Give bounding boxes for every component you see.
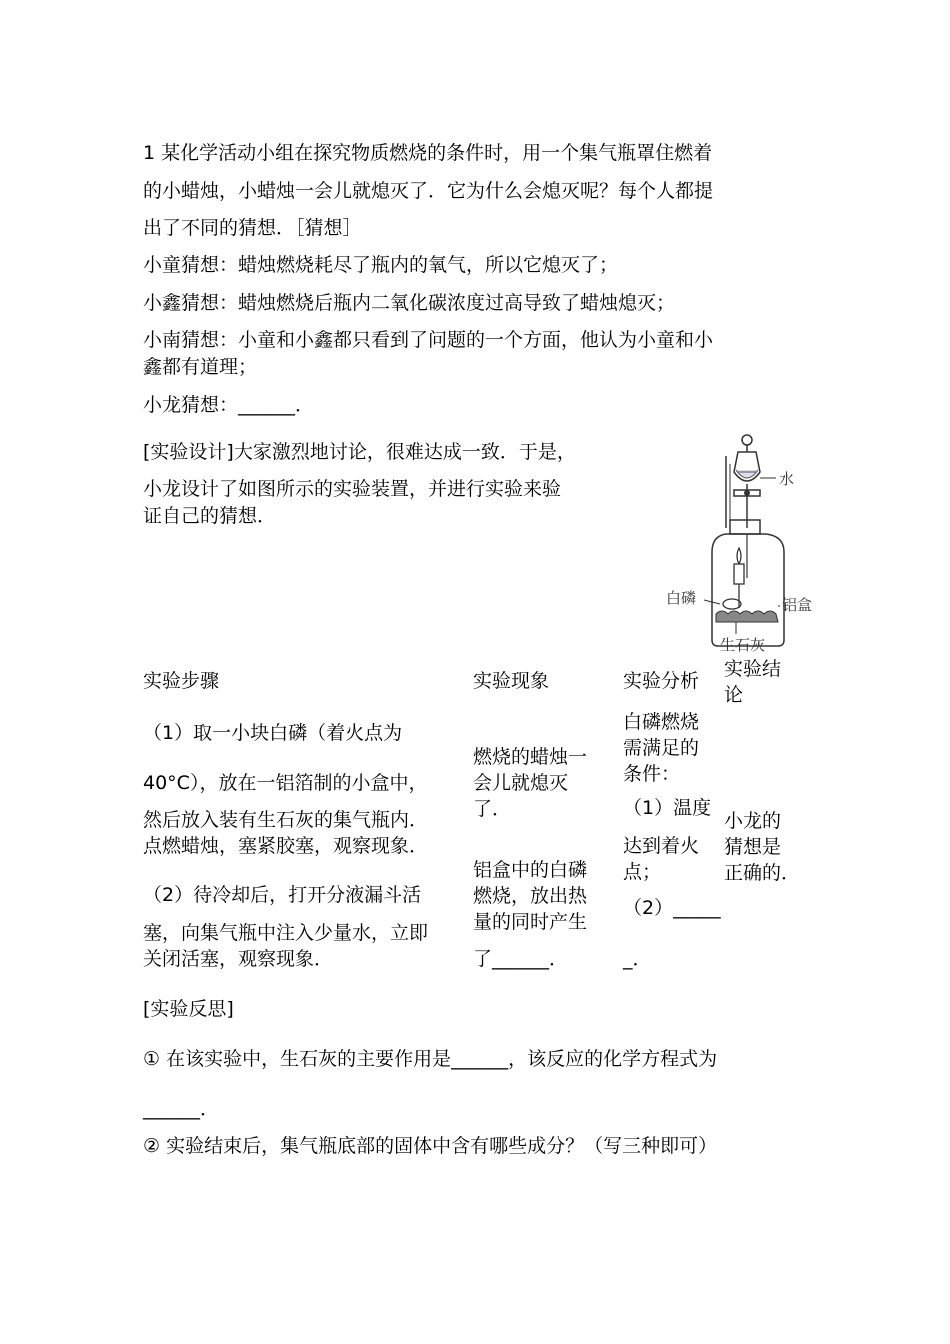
step2-line-1: （2）待冷却后，打开分液漏斗活	[143, 884, 422, 906]
concl-line-1: 小龙的	[724, 810, 782, 832]
question-line-1	[143, 138, 712, 165]
anal-line-6: 点；	[623, 861, 662, 883]
anal-line-7: （2）_____	[623, 897, 721, 919]
step1-line-3: 然后放入装有生石灰的集气瓶内．	[143, 809, 429, 831]
step2-line-2: 塞，向集气瓶中注入少量水，立即	[143, 922, 429, 944]
phen2-line-2: 燃烧，放出热	[473, 885, 588, 907]
guess-long: 小龙猜想：______．	[143, 394, 315, 416]
anal-line-5: 达到着火	[623, 835, 700, 857]
guess-nan-line-1: 小南猜想：小童和小鑫都只看到了问题的一个方面，他认为小童和小	[143, 329, 714, 351]
step2-line-3: 关闭活塞，观察现象．	[143, 948, 334, 970]
anal-line-1: 白磷燃烧	[623, 711, 700, 733]
question-line-2: 的小蜡烛，小蜡烛一会儿就熄灭了．它为什么会熄灭呢？每个人都提	[143, 180, 714, 202]
phen1-line-2: 会儿就熄灭	[473, 772, 569, 794]
phen2-line-4: 了______．	[473, 948, 569, 970]
apparatus-figure	[660, 428, 830, 658]
question-line-3: 出了不同的猜想．［猜想］	[143, 217, 362, 239]
label-quicklime: 生石灰	[720, 636, 766, 654]
phen1-line-1: 燃烧的蜡烛一	[473, 746, 588, 768]
design-line-1: [实验设计]大家激烈地讨论，很难达成一致．于是，	[143, 441, 576, 463]
reflection-title: [实验反思]	[143, 998, 234, 1020]
guess-xin: 小鑫猜想：蜡烛燃烧后瓶内二氧化碳浓度过高导致了蜡烛熄灭；	[143, 292, 676, 314]
phen2-line-1: 铝盒中的白磷	[473, 859, 588, 881]
phen2-line-3: 量的同时产生	[473, 911, 588, 933]
reflection-q2: ② 实验结束后，集气瓶底部的固体中含有哪些成分？（写三种即可）	[143, 1135, 718, 1157]
header-conclusion-2: 论	[724, 684, 744, 706]
anal-line-3: 条件：	[623, 763, 681, 785]
design-line-2: 小龙设计了如图所示的实验装置，并进行实验来验	[143, 478, 562, 500]
header-steps: 实验步骤	[143, 670, 220, 692]
step1-line-4: 点燃蜡烛，塞紧胶塞，观察现象．	[143, 835, 429, 857]
design-line-3: 证自己的猜想．	[143, 505, 277, 527]
anal-line-4: （1）温度	[623, 797, 712, 819]
header-analysis: 实验分析	[623, 670, 700, 692]
label-aluminum-box: 铝盒	[782, 596, 813, 614]
label-water: 水	[779, 470, 795, 488]
phen1-line-3: 了．	[473, 798, 512, 820]
concl-line-3: 正确的．	[724, 862, 801, 884]
step1-line-2: 40°C），放在一铝箔制的小盒中，	[143, 772, 428, 794]
header-conclusion-1: 实验结	[724, 658, 782, 680]
step1-line-1: （1）取一小块白磷（着火点为	[143, 722, 403, 744]
anal-line-8: _．	[623, 948, 652, 970]
header-phenomena: 实验现象	[473, 670, 550, 692]
guess-tong: 小童猜想：蜡烛燃烧耗尽了瓶内的氧气，所以它熄灭了；	[143, 254, 619, 276]
reflection-q1-line-1: ① 在该实验中，生石灰的主要作用是______，该反应的化学方程式为	[143, 1048, 718, 1070]
reflection-q1-line-2: ______．	[143, 1098, 220, 1120]
concl-line-2: 猜想是	[724, 836, 782, 858]
label-phosphorus: 白磷	[666, 589, 697, 607]
guess-nan-line-2: 鑫都有道理；	[143, 356, 258, 378]
anal-line-2: 需满足的	[623, 737, 700, 759]
question-text: 1 某化学活动小组在探究物质燃烧的条件时，用一个集气瓶罩住燃着	[143, 142, 713, 164]
